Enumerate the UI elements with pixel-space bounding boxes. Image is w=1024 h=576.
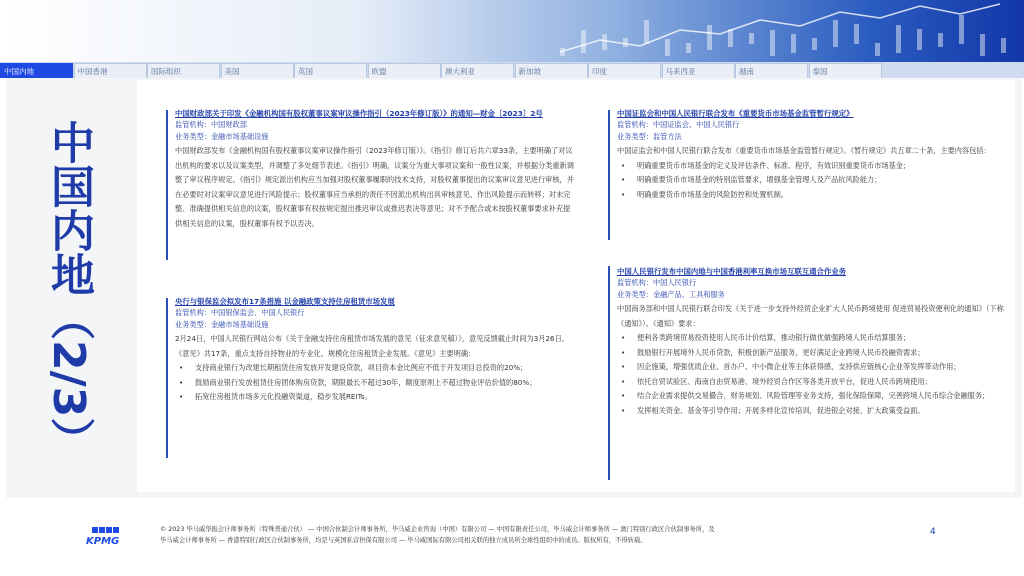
list-item: • 便利各类跨境贸易投资使用人民币计价结算，推动银行做优做强跨境人民币结算服务；	[617, 331, 1012, 346]
kpmg-logo-graphic	[86, 527, 128, 547]
decorative-candle	[560, 48, 565, 56]
decorative-candle	[896, 25, 901, 53]
tab-9[interactable]: 马来西亚	[662, 63, 735, 78]
section-body: 2月24日，中国人民银行网站公布《关于金融支持住房租赁市场发展的意见（征求意见稿）》，意见反馈截止时间为3月26日。《意见》共17条，重点支持自持物业的专业化、规模化住房租赁企业发展。《意见》主要明确：	[175, 334, 569, 358]
left-section-1	[175, 108, 575, 231]
decorative-candle	[602, 34, 607, 50]
regulator-label: 监管机构：中国财政部	[175, 120, 247, 129]
list-item: • 鼓励银行开展境外人民币贷款，积极创新产品服务，更好满足企业跨境人民币投融资需求；	[617, 346, 1012, 361]
section-body: 中国证监会和中国人民银行联合发布《重要货币市场基金监管暂行规定》。《暂行规定》共五章二十条，主要内容包括：	[617, 146, 991, 155]
decorative-candle	[791, 34, 796, 53]
decorative-candle	[581, 30, 586, 53]
copyright-line: 毕马威会计师事务所 — 香港特别行政区合伙制事务所，均是与英国私营担保有限公司 — 毕马威国际有限公司相关联的独立成员所全球性组织中的成员。版权所有，不得转载。	[160, 537, 647, 544]
bullet-list	[617, 159, 1012, 203]
tab-4[interactable]: 英国	[294, 63, 367, 78]
region-tab-bar	[0, 62, 1024, 78]
decorative-candle	[728, 29, 733, 47]
right-section-1	[617, 108, 1012, 202]
section-title[interactable]: 央行与银保监会拟发布17条措施 以金融政策支持住房租赁市场发展	[175, 297, 395, 306]
section-accent-bar	[166, 298, 168, 458]
section-title[interactable]: 中国人民银行发布中国内地与中国香港利率互换市场互联互通合作业务	[617, 267, 847, 276]
business-type-label: 业务类型：监管方法	[617, 131, 682, 141]
decorative-candle	[875, 43, 880, 56]
decorative-candle	[833, 20, 838, 47]
stock-chart-graphic	[0, 0, 1024, 62]
copyright-line: © 2023 毕马威华振会计师事务所（特殊普通合伙） — 中国合伙制会计师事务所，毕马威企业咨询（中国）有限公司 — 中国有限责任公司，毕马威会计师事务所 — 澳门特别行政区合伙制事务所，及	[160, 526, 715, 533]
list-item: • 明确重要货币市场基金的风险防控和处置机制。	[617, 188, 1012, 203]
tab-2[interactable]: 国际组织	[147, 63, 220, 78]
list-item: • 发挥相关资金、基金等引导作用；开展多样化宣传培训，促进银企对接，扩大政策受益面。	[617, 404, 1012, 419]
list-item: • 因企施策，增强优质企业、首办户、中小微企业等主体获得感，支持供应链核心企业等发挥带动作用；	[617, 360, 1012, 375]
right-section-2	[617, 266, 1012, 418]
tab-8[interactable]: 印度	[588, 63, 661, 78]
page-title: 中国内地（2/3）	[43, 120, 94, 462]
tab-5[interactable]: 欧盟	[368, 63, 441, 78]
section-accent-bar	[608, 110, 610, 240]
tab-1[interactable]: 中国香港	[74, 63, 147, 78]
side-title	[36, 120, 106, 490]
decorative-candle	[959, 15, 964, 44]
section-accent-bar	[166, 110, 168, 260]
tab-6[interactable]: 澳大利亚	[441, 63, 514, 78]
section-body: 中国商务部和中国人民银行联合印发《关于进一步支持外经贸企业扩大人民币跨境使用 促进贸易投资便利化的通知》（下称《通知》）。《通知》要求：	[617, 304, 1004, 328]
decorative-candle	[665, 39, 670, 56]
decorative-candle	[749, 33, 754, 44]
decorative-candle	[770, 30, 775, 56]
tab-10[interactable]: 越南	[735, 63, 808, 78]
tab-0[interactable]: 中国内地	[0, 63, 73, 78]
left-section-2	[175, 296, 575, 405]
business-type-label: 业务类型：金融市场基础设施	[175, 131, 269, 141]
list-item: • 明确重要货币市场基金的特别监管要求，增强基金管理人及产品抗风险能力；	[617, 173, 1012, 188]
section-title[interactable]: 中国证监会和中国人民银行联合发布《重要货币市场基金监管暂行规定》	[617, 109, 854, 118]
copyright-notice	[160, 524, 860, 546]
list-item: • 结合企业需求提供交易撮合、财务规划、风险管理等业务支持，强化保险保障，完善跨境人民币综合金融服务；	[617, 389, 1012, 404]
page-number: 4	[930, 527, 936, 537]
decorative-candle	[644, 20, 649, 44]
list-item: • 拓宽住房租赁市场多元化投融资渠道，稳步发展REITs。	[175, 390, 575, 405]
list-item: • 支持商业银行为改建长期租赁住房发放开发建设贷款，项目资本金比例应不低于开发项目总投资的20%；	[175, 361, 575, 376]
list-item: • 鼓励商业银行发放租赁住房团体购房贷款，期限最长不超过30年，额度原则上不超过物业评估价值的80%；	[175, 376, 575, 391]
header-banner	[0, 0, 1024, 62]
bullet-list	[617, 331, 1012, 418]
decorative-candle	[623, 38, 628, 47]
decorative-candle	[1001, 38, 1006, 53]
regulator-label: 监管机构：中国人民银行	[617, 278, 697, 287]
business-type-label: 业务类型：金融产品、工具和服务	[617, 289, 725, 299]
business-type-label: 业务类型：金融市场基础设施	[175, 319, 269, 329]
section-accent-bar	[608, 266, 610, 480]
bullet-list	[175, 361, 575, 405]
section-title[interactable]: 中国财政部关于印发《金融机构国有股权董事议案审议操作指引（2023年修订版）》的通知—财金〔2023〕2号	[175, 109, 543, 118]
decorative-candle	[686, 43, 691, 53]
list-item: • 明确重要货币市场基金的定义及评估条件、标准、程序，有效识别重要货币市场基金；	[617, 159, 1012, 174]
logo-text: KPMG	[86, 536, 120, 547]
decorative-candle	[812, 38, 817, 50]
regulator-label: 监管机构：中国证监会、中国人民银行	[617, 120, 740, 129]
tab-11[interactable]: 泰国	[809, 63, 882, 78]
regulator-label: 监管机构：中国银保监会、中国人民银行	[175, 308, 305, 317]
tab-3[interactable]: 美国	[221, 63, 294, 78]
decorative-candle	[938, 33, 943, 47]
kpmg-logo	[86, 527, 128, 551]
section-body: 中国财政部发布《金融机构国有股权董事议案审议操作指引（2023年修订版）》。《指引》修订后共六章33条，主要明确了对议出机构的要求以及议案类型，并调整了多处细节表述。《指引》明确，议案分为重大事项议案和一般性议案，并根据分类重新调整了审议程序规定。《指引》规定派出机构应当加强对股权董事履职的技术支持，对股权董事提出的议案审议意见进行审核，并在必要时对议案审议意见进行风险提示；股权董事应当承担的责任不因派出机构出具审核意见、作出风险提示而转移；对未完整、准确提供相关信息的议案，股权董事有权按规定提出推迟审议或推迟表决等意见；对不予配合或未按股权董事要求补充提供相关信息的议案，股权董事有权予以否决。	[175, 146, 574, 228]
decorative-candle	[707, 25, 712, 50]
tab-7[interactable]: 新加坡	[515, 63, 588, 78]
decorative-candle	[980, 34, 985, 56]
decorative-candle	[917, 29, 922, 50]
decorative-candle	[854, 24, 859, 44]
list-item: • 依托自贸试验区、海南自由贸易港、境外经贸合作区等各类开放平台，促进人民币跨境使用；	[617, 375, 1012, 390]
